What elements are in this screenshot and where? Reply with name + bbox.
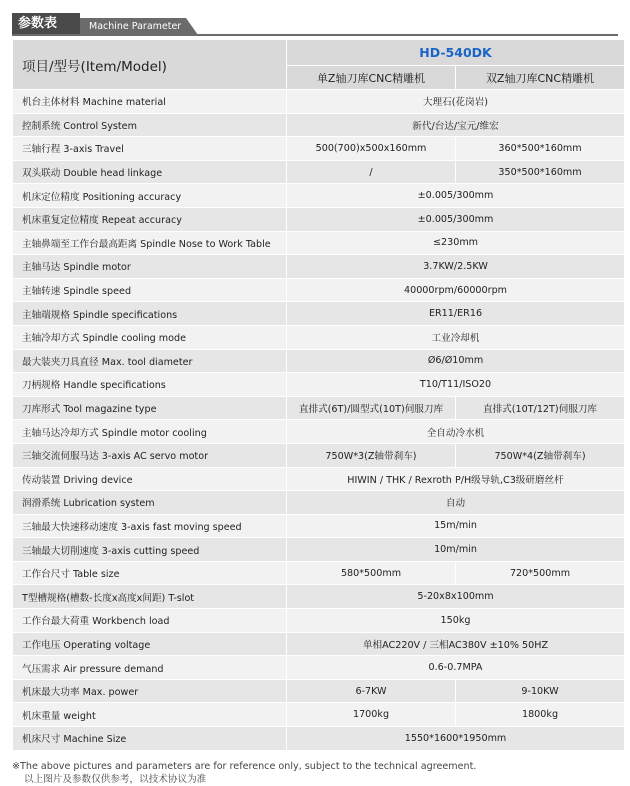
table-row [13,538,625,562]
row-label: 主轴端规格 Spindle specifications [13,302,287,326]
table-row [13,160,625,184]
table-row [13,467,625,491]
row-value: 40000rpm/60000rpm [287,278,625,302]
row-value: 5-20x8x100mm [287,585,625,609]
row-label: 主轴转速 Spindle speed [13,278,287,302]
table-row [13,491,625,515]
table-row [13,396,625,420]
section-subtitle: Machine Parameter [80,18,186,35]
row-label: 机台主体材料 Machine material [13,90,287,114]
row-value-double: 9-10KW [456,679,625,703]
row-value-single: 500(700)x500x160mm [287,137,456,161]
row-value: 工业冷却机 [287,325,625,349]
row-label: 最大装夹刀具直径 Max. tool diameter [13,349,287,373]
table-row [13,349,625,373]
section-header [0,13,630,35]
row-value: ±0.005/300mm [287,207,625,231]
row-value-double: 360*500*160mm [456,137,625,161]
row-label: T型槽规格(槽数-长度x高度x间距) T-slot [13,585,287,609]
row-label: 工作台最大荷重 Workbench load [13,609,287,633]
row-value: 新代/台达/宝元/维宏 [287,113,625,137]
table-row [13,278,625,302]
row-value-double: 350*500*160mm [456,160,625,184]
row-label: 控制系统 Control System [13,113,287,137]
row-label: 刀库形式 Tool magazine type [13,396,287,420]
row-label: 主轴冷却方式 Spindle cooling mode [13,325,287,349]
table-row [13,90,625,114]
row-value-single: / [287,160,456,184]
sub-model-double: 双Z轴刀库CNC精雕机 [456,66,625,90]
table-row [13,325,625,349]
table-row [13,302,625,326]
row-value-single: 750W*3(Z轴带刹车) [287,443,456,467]
row-value-double: 750W*4(Z轴带刹车) [456,443,625,467]
footnote [12,760,476,786]
table-row [13,443,625,467]
row-value: 3.7KW/2.5KW [287,255,625,279]
row-label: 机床尺寸 Machine Size [13,727,287,751]
row-value: ±0.005/300mm [287,184,625,208]
row-value: ER11/ER16 [287,302,625,326]
row-label: 刀柄规格 Handle specifications [13,373,287,397]
table-row [13,585,625,609]
row-label: 主轴马达冷却方式 Spindle motor cooling [13,420,287,444]
row-value: 自动 [287,491,625,515]
row-value-single: 1700kg [287,703,456,727]
row-value: 10m/min [287,538,625,562]
footnote-cn: 以上图片及参数仅供参考，以技术协议为准 [24,774,207,785]
table-row [13,255,625,279]
row-label: 三轴最大快速移动速度 3-axis fast moving speed [13,514,287,538]
table-row [13,184,625,208]
table-row [13,514,625,538]
table-row [13,231,625,255]
model-name: HD-540DK [287,40,625,66]
row-label: 三轴最大切削速度 3-axis cutting speed [13,538,287,562]
row-value: 全自动冷水机 [287,420,625,444]
table-row [13,727,625,751]
table-row [13,137,625,161]
row-value-single: 直排式(6T)/圆型式(10T)伺服刀库 [287,396,456,420]
row-value: 150kg [287,609,625,633]
row-value: Ø6/Ø10mm [287,349,625,373]
sub-model-single: 单Z轴刀库CNC精雕机 [287,66,456,90]
row-value-single: 6-7KW [287,679,456,703]
table-row [13,561,625,585]
table-row [13,609,625,633]
row-label: 机床最大功率 Max. power [13,679,287,703]
table-row [13,420,625,444]
row-value-single: 580*500mm [287,561,456,585]
row-label: 三轴交流伺服马达 3-axis AC servo motor [13,443,287,467]
row-label: 双头联动 Double head linkage [13,160,287,184]
row-value: HIWIN / THK / Rexroth P/H级导轨,C3级研磨丝杆 [287,467,625,491]
parameter-table [12,39,625,751]
row-label: 机床定位精度 Positioning accuracy [13,184,287,208]
table-row [13,207,625,231]
item-model-header: 项目/型号(Item/Model) [13,40,287,90]
row-label: 三轴行程 3-axis Travel [13,137,287,161]
row-value-double: 直排式(10T/12T)伺服刀库 [456,396,625,420]
table-row [13,679,625,703]
row-value-double: 720*500mm [456,561,625,585]
header-divider [12,34,618,36]
row-label: 工作台尺寸 Table size [13,561,287,585]
row-label: 工作电压 Operating voltage [13,632,287,656]
row-value: 1550*1600*1950mm [287,727,625,751]
row-label: 气压需求 Air pressure demand [13,656,287,680]
row-label: 机床重复定位精度 Repeat accuracy [13,207,287,231]
row-value-double: 1800kg [456,703,625,727]
row-label: 主轴鼻端至工作台最高距离 Spindle Nose to Work Table [13,231,287,255]
row-value: 0.6-0.7MPA [287,656,625,680]
table-row [13,703,625,727]
row-value: 15m/min [287,514,625,538]
table-row [13,373,625,397]
section-title: 参数表 [12,13,80,35]
row-value: 大理石(花岗岩) [287,90,625,114]
table-row [13,656,625,680]
row-label: 润滑系统 Lubrication system [13,491,287,515]
row-label: 传动装置 Driving device [13,467,287,491]
row-label: 主轴马达 Spindle motor [13,255,287,279]
parameter-table-body [13,40,625,751]
footnote-en: ※The above pictures and parameters are for reference only, subject to the technical agreement. [12,761,477,772]
table-header-row [13,40,625,66]
row-value: ≤230mm [287,231,625,255]
row-value: 单相AC220V / 三相AC380V ±10% 50HZ [287,632,625,656]
row-label: 机床重量 weight [13,703,287,727]
row-value: T10/T11/ISO20 [287,373,625,397]
table-row [13,113,625,137]
table-row [13,632,625,656]
